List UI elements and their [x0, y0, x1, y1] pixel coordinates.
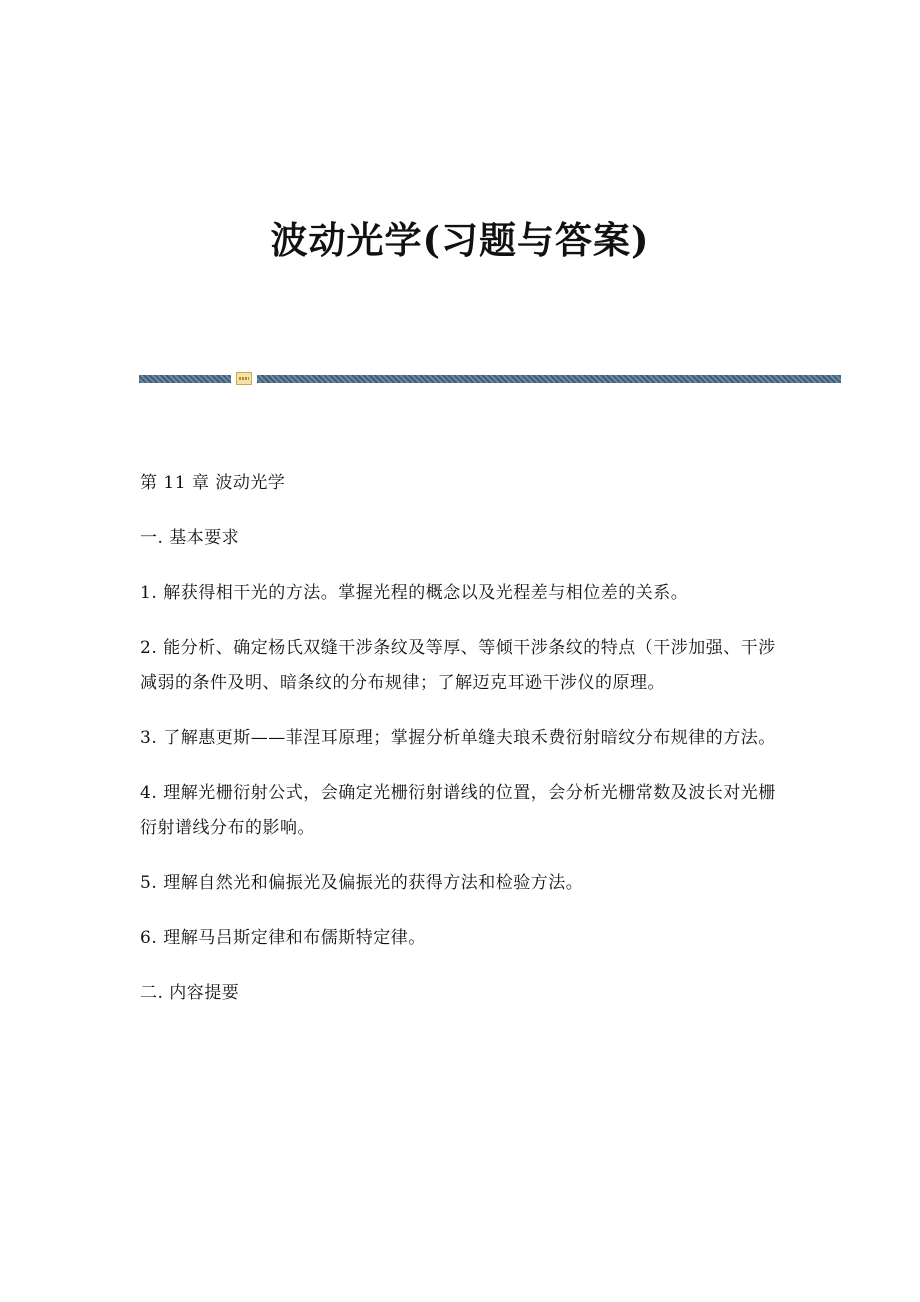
requirement-item-5: [140, 866, 790, 901]
chapter-heading: 第 11 章 波动光学: [140, 473, 286, 493]
item-number: 5.: [140, 873, 158, 893]
requirement-item-4: [140, 776, 790, 846]
document-title: 波动光学(习题与答案): [270, 218, 650, 262]
item-number: 3.: [140, 728, 158, 748]
item-text: 理解光栅衍射公式，会确定光栅衍射谱线的位置，会分析光栅常数及波长对光栅衍射谱线分布的影响。: [140, 783, 776, 838]
item-text: 能分析、确定杨氏双缝干涉条纹及等厚、等倾干涉条纹的特点（干涉加强、干涉减弱的条件及明、暗条纹的分布规律；了解迈克耳逊干涉仪的原理。: [140, 638, 776, 693]
decorative-divider: [139, 375, 841, 383]
divider-ornament-icon: [236, 372, 252, 385]
requirement-item-6: [140, 921, 790, 956]
item-text: 理解马吕斯定律和布儒斯特定律。: [163, 928, 426, 948]
section-heading-summary: 二. 内容提要: [140, 983, 240, 1003]
item-text: 解获得相干光的方法。掌握光程的概念以及光程差与相位差的关系。: [163, 583, 689, 603]
item-number: 1.: [140, 583, 158, 603]
requirement-item-1: [140, 576, 790, 611]
item-number: 6.: [140, 928, 158, 948]
item-text: 理解自然光和偏振光及偏振光的获得方法和检验方法。: [163, 873, 584, 893]
item-text: 了解惠更斯——菲涅耳原理；掌握分析单缝夫琅禾费衍射暗纹分布规律的方法。: [163, 728, 776, 748]
section-heading-requirements: 一. 基本要求: [140, 528, 240, 548]
divider-bar-left: [139, 375, 231, 383]
document-body: [140, 466, 790, 1031]
item-number: 4.: [140, 783, 158, 803]
item-number: 2.: [140, 638, 158, 658]
requirement-item-3: [140, 721, 790, 756]
divider-bar-right: [257, 375, 841, 383]
requirement-item-2: [140, 631, 790, 701]
